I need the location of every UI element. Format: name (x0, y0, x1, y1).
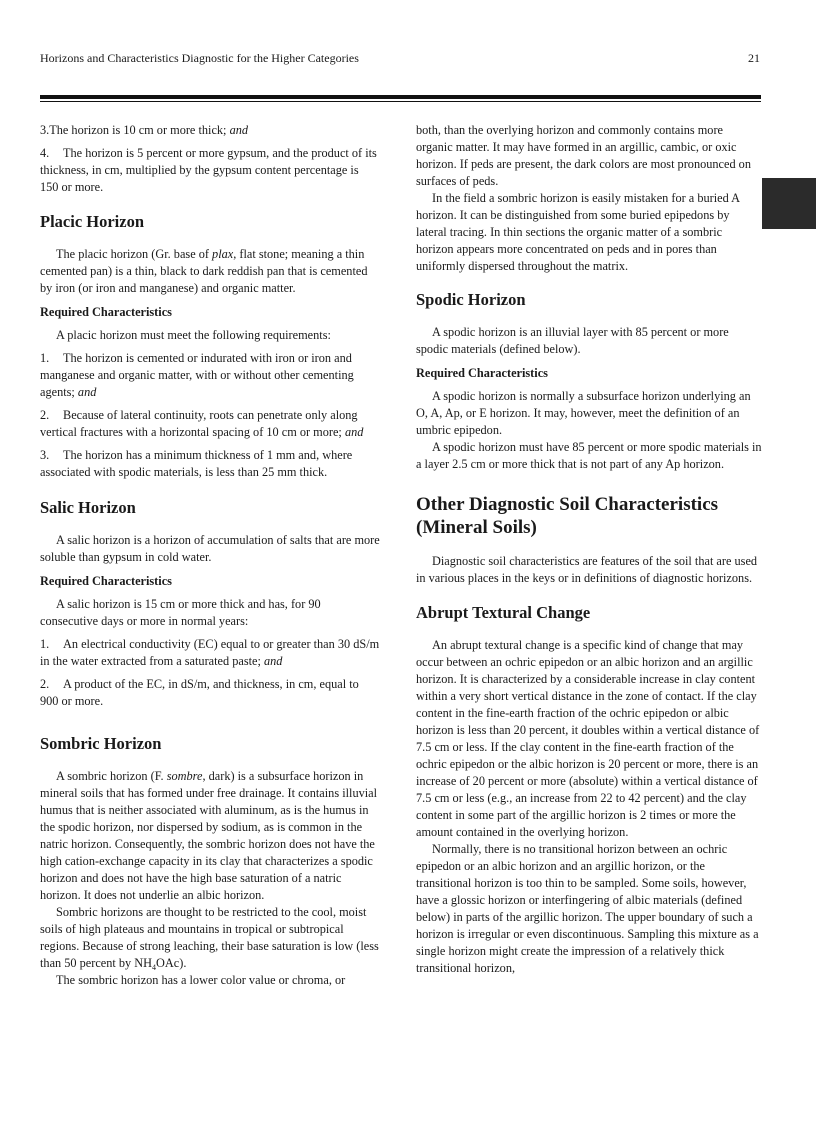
paragraph: A sombric horizon (F. sombre, dark) is a subsurface horizon in mineral soils that has formed under free drainage. It contains illuvial humus that is neither associated with aluminum, as is the humus in the spodic horizon, nor dispersed by sodium, as is common in the natric horizon. Consequently, the sombric horizon does not have the high cation-exchange capacity in its clay that characterizes a spodic horizon and does not have the high base saturation of a natric horizon. It does not underlie an albic horizon. (40, 769, 378, 902)
section-heading-sombric: Sombric Horizon (40, 734, 162, 753)
list-item: 2. A product of the EC, in dS/m, and thickness, in cm, equal to 900 or more. (40, 677, 359, 708)
paragraph: A salic horizon is 15 cm or more thick and has, for 90 consecutive days or more in normal years: (40, 597, 321, 628)
heading-line: Other Diagnostic Soil Characteristics (416, 494, 719, 515)
section-heading-placic: Placic Horizon (40, 212, 145, 231)
list-item: 4. The horizon is 5 percent or more gypsum, and the product of its thickness, in cm, multiplied by the gypsum content percentage is 150 or more. (40, 146, 377, 194)
paragraph: Normally, there is no transitional horizon between an ochric epipedon or an albic horizon and an argillic horizon, or the transitional horizon is too thin to be sampled. Some soils, however, have a glossic horizon or interfingering of albic materials (defined below) in parts of the argillic horizon. The upper boundary of such a horizon is irregular or even discontinuous. Sampling this mixture as a single horizon might create the impression of a relatively thick transitional horizon, (416, 842, 759, 975)
paragraph: A placic horizon must meet the following requirements: (56, 328, 331, 342)
running-header-title: Horizons and Characteristics Diagnostic for the Higher Categories (40, 51, 359, 65)
heading-line: (Mineral Soils) (416, 517, 537, 538)
paragraph: A spodic horizon must have 85 percent or more spodic materials in a layer 2.5 cm or more thick that is not part of any Ap horizon. (416, 440, 762, 471)
paragraph: The placic horizon (Gr. base of plax, flat stone; meaning a thin cemented pan) is a thin, black to dark reddish pan that is cemented by iron (or iron and manganese) and organic matter. (40, 247, 368, 295)
paragraph: both, than the overlying horizon and commonly contains more organic matter. It may have formed in an argillic, cambic, or oxic horizon. If peds are present, the dark colors are most pronounced on surfaces of peds. (416, 123, 751, 188)
paragraph: Diagnostic soil characteristics are features of the soil that are used in various places in the keys or in definitions of diagnostic horizons. (416, 554, 758, 585)
section-thumb-tab (762, 178, 816, 229)
list-item: 3. The horizon has a minimum thickness of 1 mm and, where associated with spodic materials, is less than 25 mm thick. (40, 448, 353, 479)
paragraph: Sombric horizons are thought to be restricted to the cool, moist soils of high plateaus and mountains in tropical or subtropical regions. Because of strong leaching, their base saturation is low (less than 50 percent by $NH_4OAc$). (40, 905, 379, 972)
paragraph: A spodic horizon is normally a subsurface horizon underlying an O, A, Ap, or E horizon. It may, however, meet the definition of an umbric epipedon. (416, 389, 751, 437)
subheading-required-characteristics: Required Characteristics (416, 366, 548, 380)
paragraph: An abrupt textural change is a specific kind of change that may occur between an ochric epipedon or an albic horizon and an argillic horizon. It is characterized by a considerable increase in clay content within a very short vertical distance in the zone of contact. If the clay content in the fine-earth fraction of the ochric epipedon or albic horizon is less than 20 percent, it doubles within a vertical distance of 7.5 cm or less. If the clay content in the fine-earth fraction of the ochric epipedon or the albic horizon is 20 percent or more, there is an increase of 20 percent or more (absolute) within a vertical distance of 7.5 cm or less (e.g., an increase from 22 to 42 percent) and the clay content in some part of the argillic horizon is 2 times or more the amount contained in the overlying horizon. (416, 638, 760, 839)
paragraph: The sombric horizon has a lower color value or chroma, or (56, 973, 346, 987)
paragraph: A salic horizon is a horizon of accumulation of salts that are more soluble than gypsum in cold water. (40, 533, 380, 564)
section-heading-spodic: Spodic Horizon (416, 290, 526, 309)
header-rule-thick (40, 95, 761, 99)
section-heading-salic: Salic Horizon (40, 498, 136, 517)
subheading-required-characteristics: Required Characteristics (40, 574, 172, 588)
list-item: 2. Because of lateral continuity, roots can penetrate only along vertical fractures with a horizontal spacing of 10 cm or more; and (40, 408, 364, 439)
right-column (416, 122, 762, 977)
paragraph: A spodic horizon is an illuvial layer with 85 percent or more spodic materials (defined below). (416, 325, 729, 356)
section-heading-other-diagnostic (416, 493, 762, 539)
header-rule-thin (40, 101, 761, 102)
page-number: 21 (748, 51, 760, 65)
running-header (40, 49, 760, 67)
section-heading-abrupt-textural-change: Abrupt Textural Change (416, 603, 591, 622)
list-item: 3.The horizon is 10 cm or more thick; and (40, 123, 249, 137)
left-column (40, 122, 380, 989)
list-item: 1. An electrical conductivity (EC) equal to or greater than 30 dS/m in the water extracted from a saturated paste; and (40, 637, 380, 668)
list-item: 1. The horizon is cemented or indurated with iron or iron and manganese and organic matter, with or without other cementing agents; and (40, 351, 354, 399)
paragraph: In the field a sombric horizon is easily mistaken for a buried A horizon. It can be distinguished from some buried epipedons by lateral tracing. In thin sections the organic matter of a sombric horizon appears more concentrated on peds and in pores than uniformly dispersed throughout the matrix. (416, 191, 740, 273)
subheading-required-characteristics: Required Characteristics (40, 305, 172, 319)
